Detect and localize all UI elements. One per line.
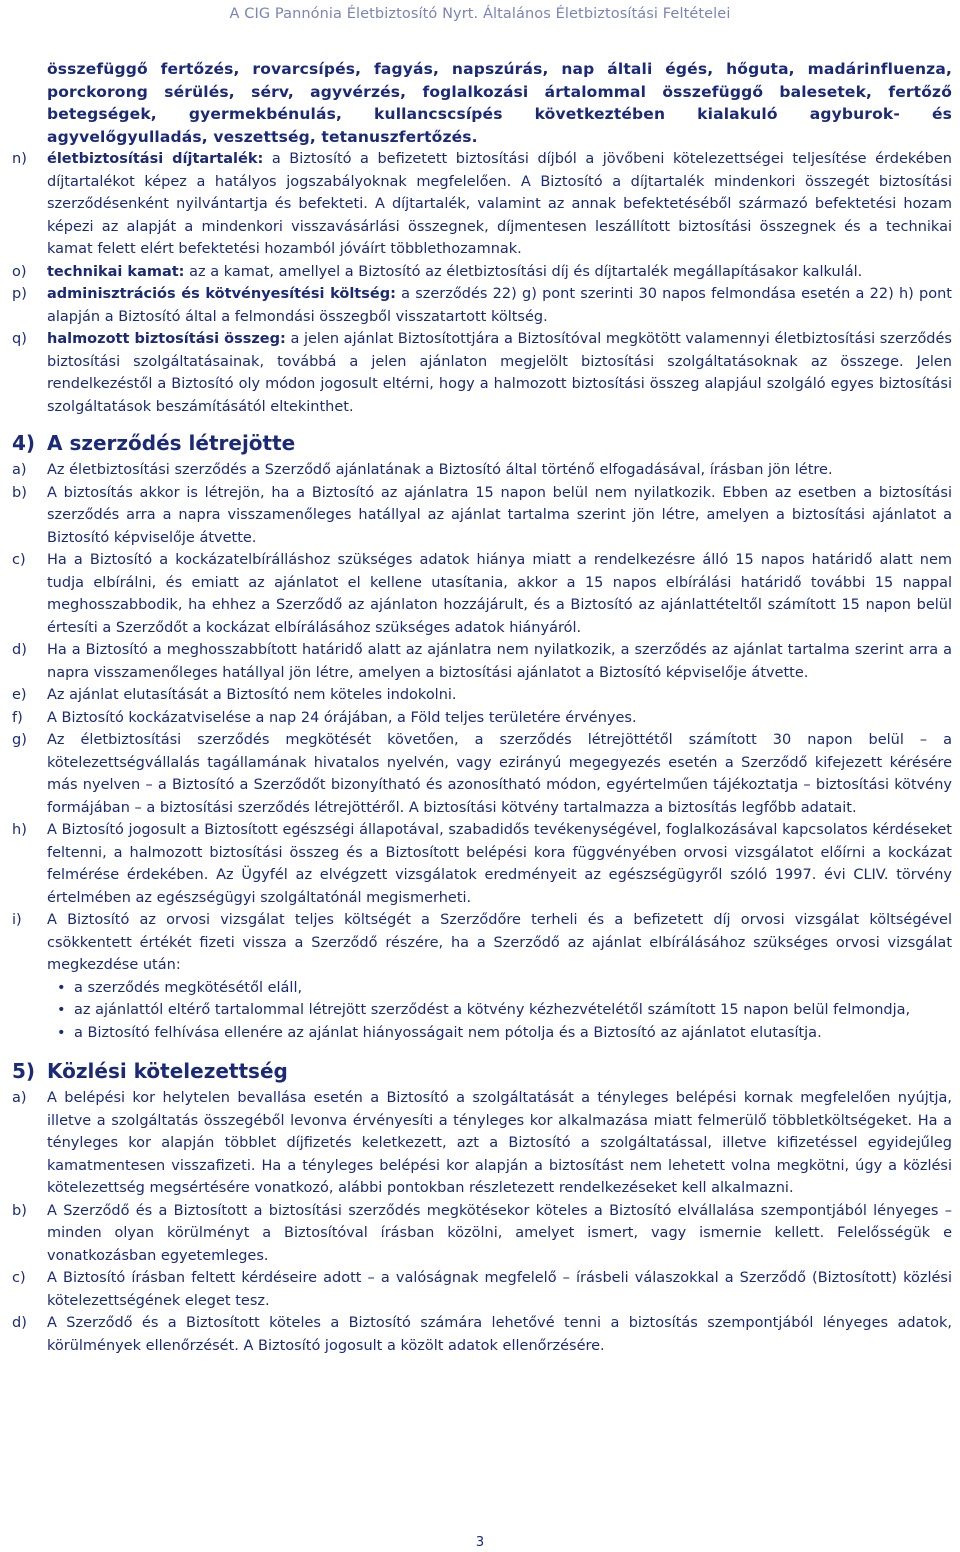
defined-term: technikai kamat: [47, 263, 185, 280]
item-text: Ha a Biztosító a meghosszabbított határidő alatt az ajánlatra nem nyilatkozik, a szerződés az ajánlat tartalma szerint arra a napra visszamenőleges hatállyal jön létre, amelyen a biztosítási ajánlatot a Biztosító képviselője átvette. [47, 642, 952, 681]
item-label: q) [12, 331, 27, 347]
item-text: A Szerződő és a Biztosított a biztosítási szerződés megkötésekor köteles a Biztosító elvállalása szempontjából lényeges – minden olyan körülményt a Biztosítóval írásban közölni, amelyet ismert, vagy ismernie kellett. Felelősségük e vonatkozásban egyetemleges. [47, 1202, 952, 1264]
list-item [12, 729, 952, 819]
item-label: e) [12, 687, 27, 703]
item-text: A Biztosító írásban feltett kérdéseire adott – a valóságnak megfelelő – írásbeli válaszokkal a Szerződő (Biztosított) közlési kötelezettségének eleget tesz. [47, 1270, 952, 1309]
bullet-list [47, 977, 952, 1045]
item-text: a jelen ajánlat Biztosítottjára a Biztosítóval megkötött valamennyi életbiztosítási szerződés biztosítási szolgáltatásainak, továbbá a jelen ajánlaton megjelölt biztosítási szolgáltatásoknak az összege. Jelen rendelkezéstől a Biztosító oly módon jogosult eltérni, hogy a halmozott biztosítási összeg alapjául szolgáló egyes biztosítási szolgáltatások beszámításától eltekinthet. [47, 331, 952, 415]
list-item [12, 639, 952, 684]
section-5-heading [12, 1058, 952, 1084]
section-4-heading [12, 430, 952, 456]
item-label: f) [12, 709, 23, 726]
item-text: A Szerződő és a Biztosított köteles a Biztosító számára lehetővé tenni a biztosítás szempontjából lényeges adatok, körülmények ellenőrzését. A Biztosító jogosult a közölt adatok ellenőrzésére. [47, 1315, 952, 1354]
item-label: a) [12, 1090, 27, 1106]
list-item [12, 819, 952, 909]
bullet-item: • a Biztosító felhívása ellenére az ajánlat hiányosságait nem pótolja és a Biztosító az ajánlatot elutasítja. [47, 1022, 952, 1045]
definitions-list [12, 148, 952, 418]
list-item [12, 1200, 952, 1268]
item-label: a) [12, 462, 27, 478]
section-title: Közlési kötelezettség [47, 1059, 288, 1083]
list-item [12, 328, 952, 418]
item-label: n) [12, 151, 27, 167]
page-number: 3 [475, 1535, 485, 1550]
section-number: 5) [12, 1059, 36, 1083]
item-label: c) [12, 552, 26, 568]
item-label: o) [12, 263, 27, 280]
item-text: A Biztosító az orvosi vizsgálat teljes költségét a Szerződőre terheli és a befizetett díj orvosi vizsgálat költségével csökkentett értékét fizeti vissza a Szerződő részére, ha a Szerződő az ajánlat elbírálásához szükséges orvosi vizsgálat megkezdése után: [47, 912, 952, 973]
item-text: az a kamat, amellyel a Biztosító az életbiztosítási díj és díjtartalék megállapításakor kalkulál. [184, 263, 863, 280]
section-5-items [12, 1087, 952, 1357]
item-text: a Biztosító a befizetett biztosítási díjból a jövőbeni kötelezettségei teljesítése érdekében díjtartalékot képez a hatályos jogszabályoknak megfelelően. A Biztosító a díjtartalék mindenkori összegét biztosítási szerződésenként nyilvántartja és befekteti. A díjtartalék, valamint az annak befektetéséből származó befektetési hozam képezi az alapját a mindenkori visszavásárlási összegnek, díjmentesen leszállított biztosítási összegnek és a technikai kamat felett elért befektetési hozamból jóváírt többlethozamnak. [47, 151, 952, 257]
section-title: A szerződés létrejötte [47, 431, 296, 455]
list-item [12, 909, 952, 977]
item-label: h) [12, 822, 27, 838]
list-item [12, 148, 952, 261]
bullet-group [12, 977, 952, 1045]
item-text: A Biztosító kockázatviselése a nap 24 órájában, a Föld teljes területére érvényes. [47, 709, 637, 726]
item-label: b) [12, 484, 27, 501]
item-text: Ha a Biztosító a kockázatelbírálláshoz szükséges adatok hiánya miatt a rendelkezésre álló 15 napos határidő alatt nem tudja elbírálni, és emiatt az ajánlatot el kellene utasítania, akkor a 15 napos elbírálási határidő további 15 nappal meghosszabbodik, ha ehhez a Szerződő az ajánlaton hozzájárult, és a Biztosító az ajánlattételtől számított 15 napon belül értesíti a Szerződőt a kockázat elbírálásához szükséges adatok hiányáról. [47, 552, 952, 636]
item-label: d) [12, 642, 27, 658]
item-text: Az életbiztosítási szerződés megkötését követően, a szerződés létrejöttétől számított 30 napon belül – a kötelezettségvállalás tagállamának hivatalos nyelvén, vagy ezirányú megegyezés esetén a Szerződő kifejezett kérésére más nyelven – a Biztosító a Szerződőt bizonyítható és azonosítható módon, egyértelműen tájékoztatja – biztosítási kötvény formájában – a biztosítási szerződés létrejöttéről. A biztosítási kötvény tartalmazza a biztosítás legfőbb adatait. [47, 732, 952, 816]
section-number: 4) [12, 431, 36, 455]
defined-term: halmozott biztosítási összeg: [47, 331, 286, 347]
list-item [12, 1267, 952, 1312]
item-label: b) [12, 1202, 27, 1219]
list-item [12, 1312, 952, 1357]
item-text: a szerződés 22) g) pont szerinti 30 napos felmondása esetén a 22) h) pont alapján a Biztosító által a felmondási összegből visszatartott költség. [47, 286, 952, 325]
item-text: Az életbiztosítási szerződés a Szerződő ajánlatának a Biztosító által történő elfogadásával, írásban jön létre. [47, 462, 833, 478]
list-item [12, 482, 952, 550]
item-label: c) [12, 1270, 26, 1286]
list-item [12, 261, 952, 284]
item-text: A Biztosító jogosult a Biztosított egészségi állapotával, szabadidős tevékenységével, foglalkozásával kapcsolatos kérdéseket feltenni, a halmozott biztosítási összeg és a Biztosított belépési kora függvényében orvosi vizsgálatot előírni a kockázat felmérése érdekében. Az Ügyfél az elvégzett vizsgálatok eredményeit az egészségügyről szóló 1997. évi CLIV. törvény értelmében az egészségügyi szolgáltatónál megismerheti. [47, 822, 952, 906]
page-header: A CIG Pannónia Életbiztosító Nyrt. Általános Életbiztosítási Feltételei [229, 6, 731, 22]
item-text: A biztosítás akkor is létrejön, ha a Biztosító az ajánlatra 15 napon belül nem nyilatkozik. Ebben az esetben a biztosítási szerződés arra a napra visszamenőleges hatállyal az ajánlat tartalma szerint jön létre, amelyen a biztosítási ajánlatot a Biztosító képviselője átvette. [47, 484, 952, 546]
document-body [12, 58, 952, 1357]
item-text: Az ajánlat elutasítását a Biztosító nem köteles indokolni. [47, 687, 457, 703]
defined-term: adminisztrációs és kötvényesítési költség: [47, 286, 396, 302]
lead-paragraph: összefüggő fertőzés, rovarcsípés, fagyás, napszúrás, nap általi égés, hőguta, madárinfluenza, porckorong sérülés, sérv, agyvérzés, foglalkozási ártalommal összefüggő balesetek, fertőző betegségek, gyermekbénulás, kullancscsípés következtében kialakuló agyburok- és agyvelőgyulladás, veszettség, tetanuszfertőzés. [47, 60, 952, 146]
list-item [12, 549, 952, 639]
item-label: i) [12, 912, 22, 928]
item-label: g) [12, 732, 27, 748]
item-label: d) [12, 1315, 27, 1331]
section-4-items [12, 459, 952, 1044]
defined-term: életbiztosítási díjtartalék: [47, 151, 264, 167]
item-label: p) [12, 286, 27, 302]
list-item [12, 459, 952, 482]
list-item [12, 1087, 952, 1200]
item-text: A belépési kor helytelen bevallása esetén a Biztosító a szolgáltatását a tényleges belépési kornak megfelelően nyújtja, illetve a szolgáltatás összegéből levonva érvényesíti a tényleges kor alkalmazása miatt felmerülő többletköltségeket. Ha a tényleges kor alapján többlet díjfizetés keletkezett, azt a Biztosító a szolgáltatással, illetve kifizetéssel egyidejűleg kamatmentesen visszafizeti. Ha a tényleges belépési kor alapján a biztosítást nem lehetett volna megkötni, úgy a közlési kötelezettség megsértésére vonatkozó, alábbi pontokban részletezett rendelkezéseket kell alkalmazni. [47, 1090, 952, 1196]
list-item [12, 684, 952, 707]
bullet-item: • az ajánlattól eltérő tartalommal létrejött szerződést a kötvény kézhezvételétől számított 15 napon belül felmondja, [47, 999, 952, 1022]
list-item [12, 283, 952, 328]
list-item [12, 707, 952, 730]
bullet-item: • a szerződés megkötésétől eláll, [47, 977, 952, 1000]
